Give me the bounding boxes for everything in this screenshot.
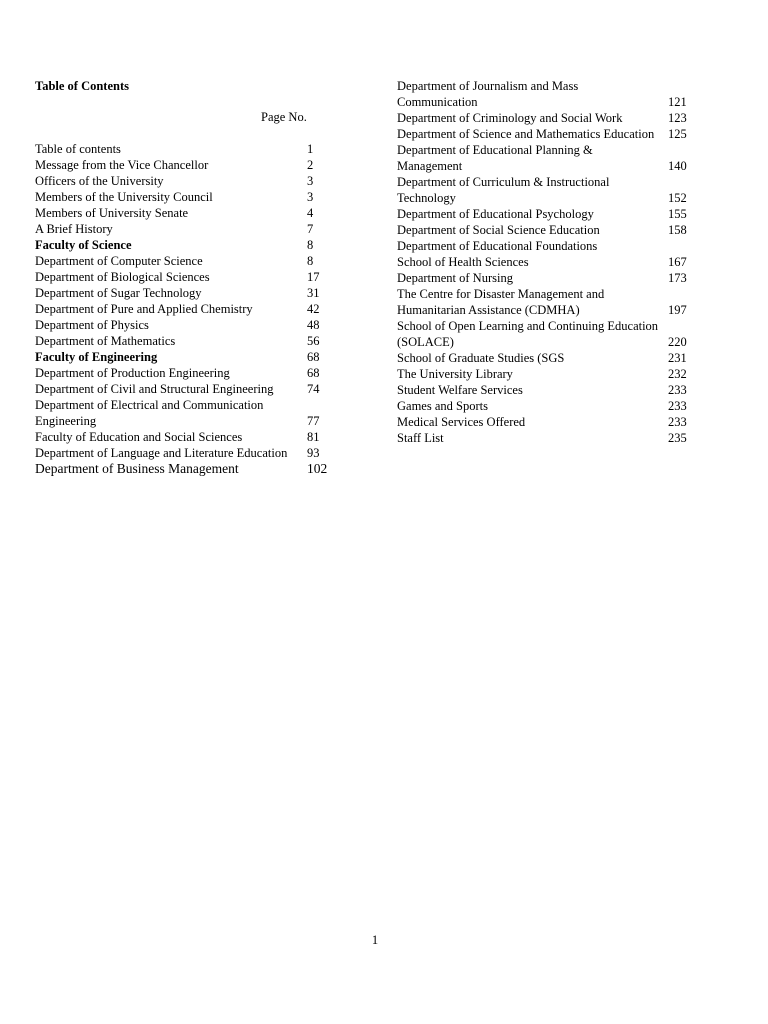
toc-entry (35, 365, 335, 381)
toc-entry-page: 233 (668, 399, 687, 413)
toc-entry (35, 221, 335, 237)
toc-entry (35, 429, 335, 445)
toc-entry-title: Message from the Vice Chancellor (35, 158, 209, 172)
toc-entry-page: 233 (668, 383, 687, 397)
toc-entry-page: 8 (307, 238, 314, 252)
toc-entry-page: 93 (307, 446, 320, 460)
toc-entry (397, 366, 697, 382)
toc-entry-title: School of Graduate Studies (SGS (397, 351, 565, 365)
toc-entry (35, 205, 335, 221)
toc-entry-title: Department of Educational Foundations (397, 239, 598, 253)
toc-entry-title: A Brief History (35, 222, 113, 236)
toc-entry (397, 286, 697, 318)
toc-right-column (397, 78, 697, 446)
toc-entry (397, 398, 697, 414)
toc-entry (397, 222, 697, 238)
toc-entry-title: Officers of the University (35, 174, 164, 188)
toc-entry-page: 197 (668, 303, 687, 317)
toc-entry-title: Medical Services Offered (397, 415, 526, 429)
toc-entry-title: Department of Computer Science (35, 254, 203, 268)
toc-entry-title: Department of Educational Psychology (397, 207, 594, 221)
toc-entry (35, 317, 335, 333)
toc-entry-title: Department of Business Management (35, 461, 239, 476)
toc-entry-title: Faculty of Science (35, 238, 132, 252)
toc-entry (397, 318, 697, 350)
toc-entry-title: Department of Curriculum & Instructional Technology (397, 175, 610, 205)
toc-entry-title: Department of Educational Planning & Management (397, 143, 593, 173)
toc-entry-page: 155 (668, 207, 687, 221)
toc-entry-title: Department of Civil and Structural Engineering (35, 382, 274, 396)
toc-entry-title: Department of Journalism and Mass Communication (397, 79, 579, 109)
toc-entry-title: Staff List (397, 431, 444, 445)
toc-entry-title: Faculty of Education and Social Sciences (35, 430, 243, 444)
toc-entry (397, 206, 697, 222)
toc-entry (397, 126, 697, 142)
toc-entry-title: Department of Pure and Applied Chemistry (35, 302, 253, 316)
toc-entry (397, 254, 697, 270)
toc-entry (35, 461, 335, 477)
toc-entry-title: Department of Mathematics (35, 334, 176, 348)
toc-entry-page: 8 (307, 254, 314, 268)
toc-entry-title: Members of University Senate (35, 206, 189, 220)
toc-entry-title: School of Open Learning and Continuing Education (SOLACE) (397, 319, 659, 349)
toc-entry (397, 270, 697, 286)
page-number-header: Page No. (261, 110, 307, 124)
toc-entry-page: 2 (307, 158, 314, 172)
toc-entry-page: 235 (668, 431, 687, 445)
toc-entry (397, 238, 697, 254)
toc-entry-title: Faculty of Engineering (35, 350, 158, 364)
toc-entry-title: Department of Nursing (397, 271, 513, 285)
toc-entry-page: 3 (307, 174, 314, 188)
toc-entry-page: 31 (307, 286, 320, 300)
toc-left-list (35, 141, 335, 477)
toc-entry-page: 233 (668, 415, 687, 429)
toc-left-column (35, 78, 335, 477)
toc-entry-title: Members of the University Council (35, 190, 213, 204)
toc-entry (35, 349, 335, 365)
toc-entry-page: 81 (307, 430, 320, 444)
toc-title: Table of Contents (35, 79, 129, 93)
toc-entry-title: Department of Sugar Technology (35, 286, 202, 300)
toc-entry-page: 7 (307, 222, 314, 236)
toc-entry-title: Department of Electrical and Communication Engineering (35, 398, 264, 428)
toc-entry-page: 125 (668, 127, 687, 141)
toc-entry-page: 68 (307, 366, 320, 380)
toc-entry-title: The University Library (397, 367, 513, 381)
toc-entry-title: School of Health Sciences (397, 255, 529, 269)
toc-entry (35, 333, 335, 349)
toc-entry (35, 381, 335, 397)
toc-entry-page: 56 (307, 334, 320, 348)
toc-entry (35, 253, 335, 269)
toc-entry (397, 142, 697, 174)
toc-entry-title: Table of contents (35, 142, 121, 156)
toc-entry-title: Department of Criminology and Social Work (397, 111, 623, 125)
toc-entry (35, 397, 335, 429)
toc-entry-title: Department of Biological Sciences (35, 270, 210, 284)
toc-entry-page: 48 (307, 318, 320, 332)
toc-entry (35, 285, 335, 301)
toc-entry-page: 220 (668, 335, 687, 349)
toc-entry-page: 231 (668, 351, 687, 365)
toc-entry (35, 269, 335, 285)
toc-entry-title: Department of Social Science Education (397, 223, 600, 237)
toc-entry (35, 141, 335, 157)
toc-entry-page: 123 (668, 111, 687, 125)
toc-entry (397, 110, 697, 126)
toc-entry-title: Department of Science and Mathematics Education (397, 127, 655, 141)
page-footer-number: 1 (371, 933, 379, 947)
toc-entry-page: 167 (668, 255, 687, 269)
page-number-header-row (35, 109, 335, 125)
toc-entry (397, 430, 697, 446)
toc-entry-page: 17 (307, 270, 320, 284)
toc-entry-page: 232 (668, 367, 687, 381)
toc-entry-title: Games and Sports (397, 399, 488, 413)
toc-entry (397, 350, 697, 366)
toc-entry-page: 152 (668, 191, 687, 205)
toc-entry (35, 189, 335, 205)
toc-entry (35, 237, 335, 253)
toc-entry (397, 414, 697, 430)
toc-entry-page: 4 (307, 206, 314, 220)
toc-entry-title: Department of Physics (35, 318, 149, 332)
toc-entry-page: 77 (307, 414, 320, 428)
toc-entry (397, 78, 697, 110)
toc-entry-page: 102 (307, 461, 328, 476)
toc-entry-title: The Centre for Disaster Management and Humanitarian Assistance (CDMHA) (397, 287, 605, 317)
toc-entry-page: 74 (307, 382, 320, 396)
toc-entry (397, 174, 697, 206)
toc-entry-title: Department of Language and Literature Education (35, 446, 288, 460)
toc-entry-page: 173 (668, 271, 687, 285)
toc-entry-page: 140 (668, 159, 687, 173)
toc-entry (35, 157, 335, 173)
toc-entry (35, 173, 335, 189)
toc-entry-page: 42 (307, 302, 320, 316)
toc-entry-title: Student Welfare Services (397, 383, 523, 397)
toc-entry (35, 301, 335, 317)
toc-entry-page: 121 (668, 95, 687, 109)
toc-entry-page: 1 (307, 142, 314, 156)
toc-entry (35, 445, 335, 461)
toc-entry (397, 382, 697, 398)
toc-entry-page: 3 (307, 190, 314, 204)
toc-entry-title: Department of Production Engineering (35, 366, 230, 380)
toc-entry-page: 68 (307, 350, 320, 364)
toc-right-list (397, 78, 697, 446)
toc-entry-page: 158 (668, 223, 687, 237)
